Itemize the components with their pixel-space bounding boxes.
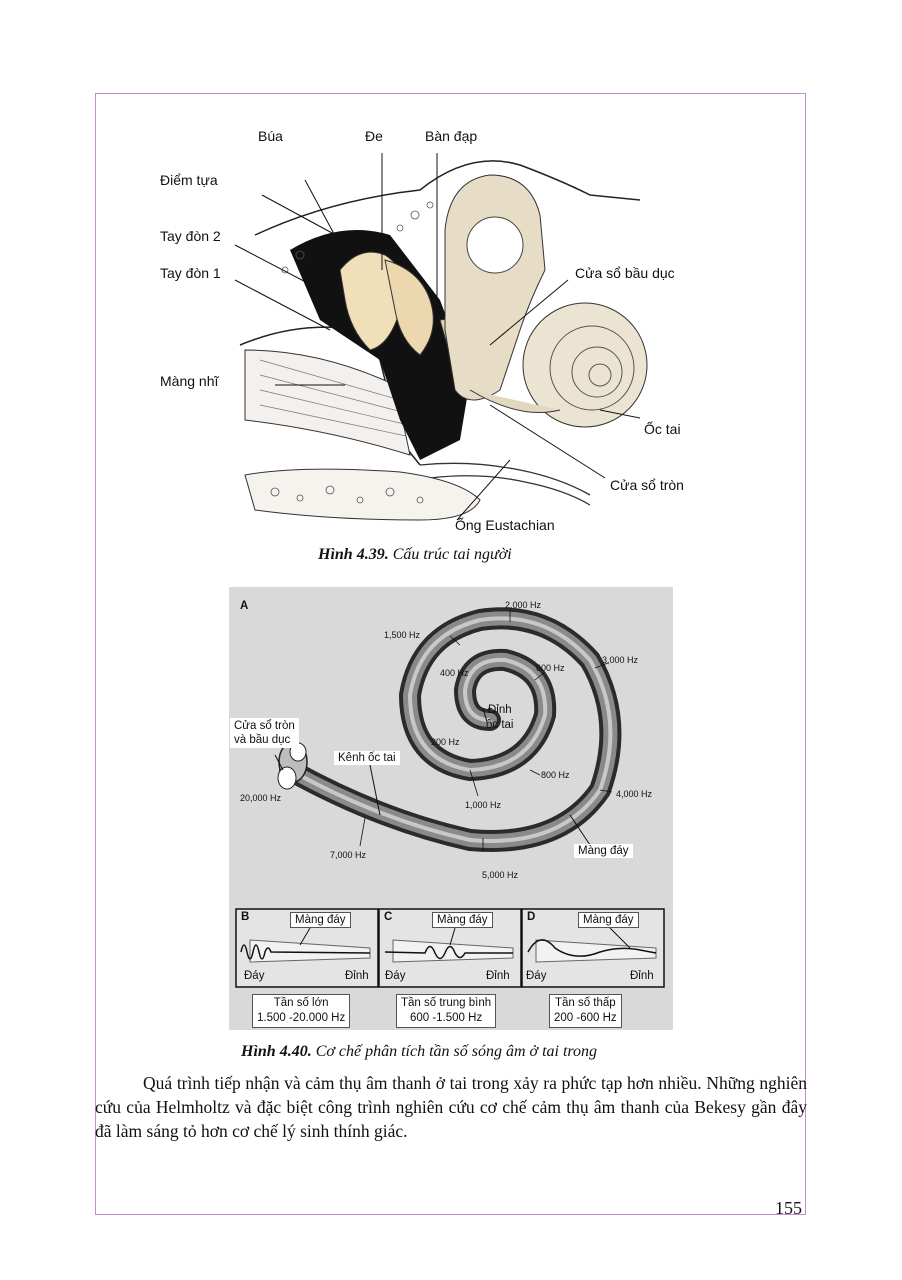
label-bua: Búa (258, 128, 283, 144)
label-dinh: Đỉnh (488, 704, 512, 716)
body-paragraph: Quá trình tiếp nhận và cảm thụ âm thanh ở tai trong xảy ra phức tạp hơn nhiều. Những nghiên cứu của Helmholtz và đặc biệt công trình nghiên cứu cơ chế cảm thụ âm thanh của Bekesy gần đây đã làm sáng tỏ hơn cơ chế lý sinh thính giác. (95, 1073, 807, 1141)
panel-d-membrane: Màng đáy (578, 912, 639, 928)
label-tay-don-1: Tay đòn 1 (160, 265, 221, 281)
freq-5000: 5,000 Hz (482, 870, 519, 880)
label-de: Đe (365, 128, 383, 144)
label-mang-nhi: Màng nhĩ (160, 373, 219, 389)
label-diem-tua: Điểm tựa (160, 172, 218, 188)
freq-1000: 1,000 Hz (465, 800, 502, 810)
freq-600: 600 Hz (536, 663, 565, 673)
freq-200: 200 Hz (431, 737, 460, 747)
panel-c-frequency: Tần số trung bình 600 -1.500 Hz (396, 994, 496, 1028)
freq-800: 800 Hz (541, 770, 570, 780)
label-tay-don-2: Tay đòn 2 (160, 228, 221, 244)
panel-d-letter: D (527, 911, 536, 923)
label-cua-so-tron: Cửa sổ tròn (610, 477, 684, 493)
label-mang-day-main: Màng đáy (574, 844, 633, 858)
figure-caption-4-40: Hình 4.40. Cơ chế phân tích tần số sóng âm ở tai trong (241, 1043, 598, 1060)
freq-20000: 20,000 Hz (240, 793, 282, 803)
panel-c-letter: C (384, 911, 393, 923)
panel-c-base: Đáy (385, 970, 406, 982)
panel-b-letter: B (241, 911, 250, 923)
panel-b-membrane: Màng đáy (290, 912, 351, 928)
panel-d-apex: Đỉnh (630, 970, 654, 982)
freq-7000: 7,000 Hz (330, 850, 367, 860)
panel-c-apex: Đỉnh (486, 970, 510, 982)
freq-3000: 3,000 Hz (602, 655, 639, 665)
panel-b-frequency: Tần số lớn 1.500 -20.000 Hz (252, 994, 350, 1028)
panel-d-base: Đáy (526, 970, 547, 982)
freq-1500: 1,500 Hz (384, 630, 421, 640)
label-ban-dap: Bàn đạp (425, 128, 478, 144)
panel-c-membrane: Màng đáy (432, 912, 493, 928)
label-oc-tai-apex: ốc tai (486, 719, 514, 731)
panel-d-frequency: Tần số thấp 200 -600 Hz (549, 994, 622, 1028)
panel-a-letter: A (240, 600, 249, 612)
label-cua-so-tron-bau-duc: Cửa sổ tròn và bầu dục (230, 718, 299, 748)
panel-b-base: Đáy (244, 970, 265, 982)
label-ong-eustachian: Ống Eustachian (455, 517, 555, 533)
page-number: 155 (775, 1198, 802, 1218)
freq-2000: 2,000 Hz (505, 600, 542, 610)
panel-b-apex: Đỉnh (345, 970, 369, 982)
label-kenh-oc-tai: Kênh ốc tai (334, 751, 400, 765)
freq-400: 400 Hz (440, 668, 469, 678)
label-oc-tai: Ốc tai (644, 421, 681, 437)
figure-caption-4-39: Hình 4.39. Cấu trúc tai người (318, 546, 512, 563)
label-cua-so-bau-duc: Cửa sổ bầu dục (575, 265, 675, 281)
freq-4000: 4,000 Hz (616, 789, 653, 799)
